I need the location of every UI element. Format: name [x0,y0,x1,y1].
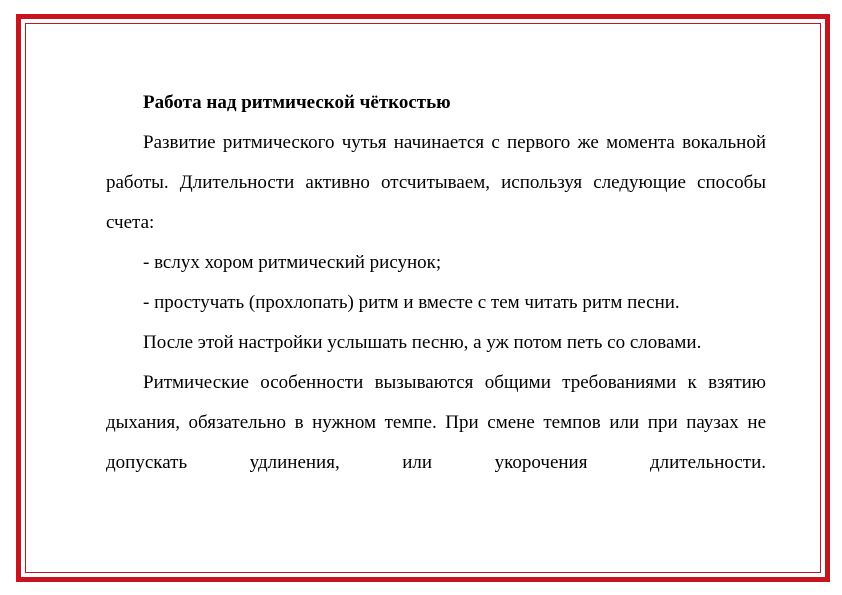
paragraph-rhythm-intro: Развитие ритмического чутья начинается с первого же момента вокальной работы. Длительности активно отсчитываем, используя следующие способы счета: [106,132,766,233]
paragraph-after-tuning: После этой настройки услышать песню, а уж потом петь со словами. [143,332,702,353]
list-item-aloud: - вслух хором ритмический рисунок; [143,252,442,273]
paragraph-rhythm-features: Ритмические особенности вызываются общими требованиями к взятию дыхания, обязательно в нужном темпе. При смене темпов или при паузах не допускать удлинения, или укорочения длительности. [106,372,766,473]
document-body [106,83,766,483]
section-heading: Работа над ритмической чёткостью [143,92,451,113]
list-item-clap: - простучать (прохлопать) ритм и вместе с тем читать ритм песни. [143,292,680,313]
